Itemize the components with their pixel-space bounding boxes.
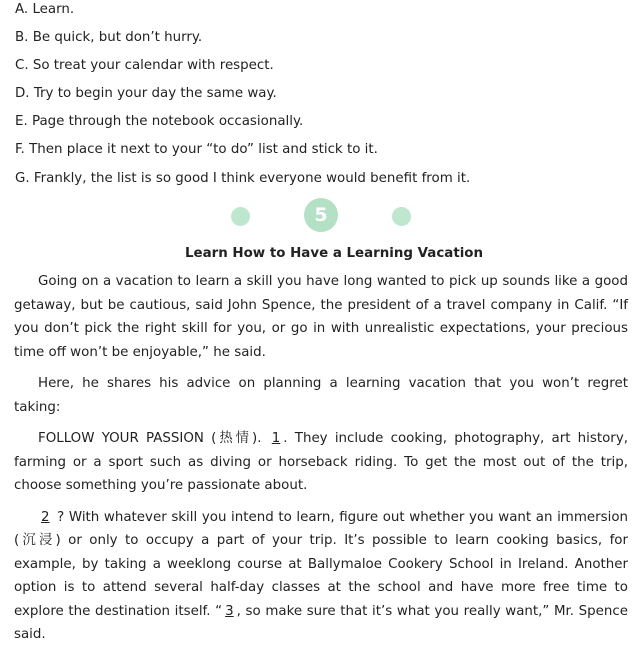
section-divider — [0, 198, 640, 234]
section-number-badge: 5 — [304, 198, 338, 232]
paragraph-4-text-a: ? With whatever skill you intend to learn, figure out whether you want an immersion (沉浸) or only to occupy a part of your trip. It’s possible to learn cooking basics, for example, by taking a weeklong course at Ballymaloe Cookery School in Ireland. Another option is to attend several half-day classes at the school and have more free time to explore the destination itself. “ — [14, 509, 628, 619]
paragraph-2: Here, he shares his advice on planning a learning vacation that you won’t regret taking: — [14, 376, 628, 415]
blank-1: 1 — [271, 431, 281, 446]
option-d: D. Try to begin your day the same way. — [15, 86, 277, 101]
option-f: F. Then place it next to your “to do” list and stick to it. — [15, 142, 378, 157]
option-g: G. Frankly, the list is so good I think everyone would benefit from it. — [15, 171, 471, 186]
passage-title: Learn How to Have a Learning Vacation — [184, 246, 484, 261]
paragraph-3 — [14, 427, 628, 498]
passage-body — [14, 270, 628, 655]
option-a: A. Learn. — [15, 2, 75, 17]
option-b: B. Be quick, but don’t hurry. — [15, 30, 203, 45]
option-e: E. Page through the notebook occasionally. — [15, 114, 304, 129]
paragraph-4 — [14, 506, 628, 647]
decorative-dot-left — [231, 207, 250, 226]
blank-2: 2 — [41, 509, 50, 525]
paragraph-3-text: . They include cooking, photography, art history, farming or a sport such as diving or horseback riding. To get the most out of the trip, choose something you’re passionate about. — [14, 431, 628, 493]
blank-3: 3 — [225, 603, 234, 619]
option-c: C. So treat your calendar with respect. — [15, 58, 274, 73]
paragraph-4-text-b: , so make sure that it’s what you really want,” Mr. Spence said. — [14, 603, 628, 642]
paragraph-1: Going on a vacation to learn a skill you have long wanted to pick up sounds like a good getaway, but be cautious, said John Spence, the president of a travel company in Calif. “If you don’t pick the right skill for you, or go in with unrealistic expectations, your precious time off won’t be enjoyable,” he said. — [14, 274, 628, 360]
decorative-dot-right — [392, 207, 411, 226]
paragraph-3-heading: FOLLOW YOUR PASSION (热情). — [38, 431, 262, 446]
